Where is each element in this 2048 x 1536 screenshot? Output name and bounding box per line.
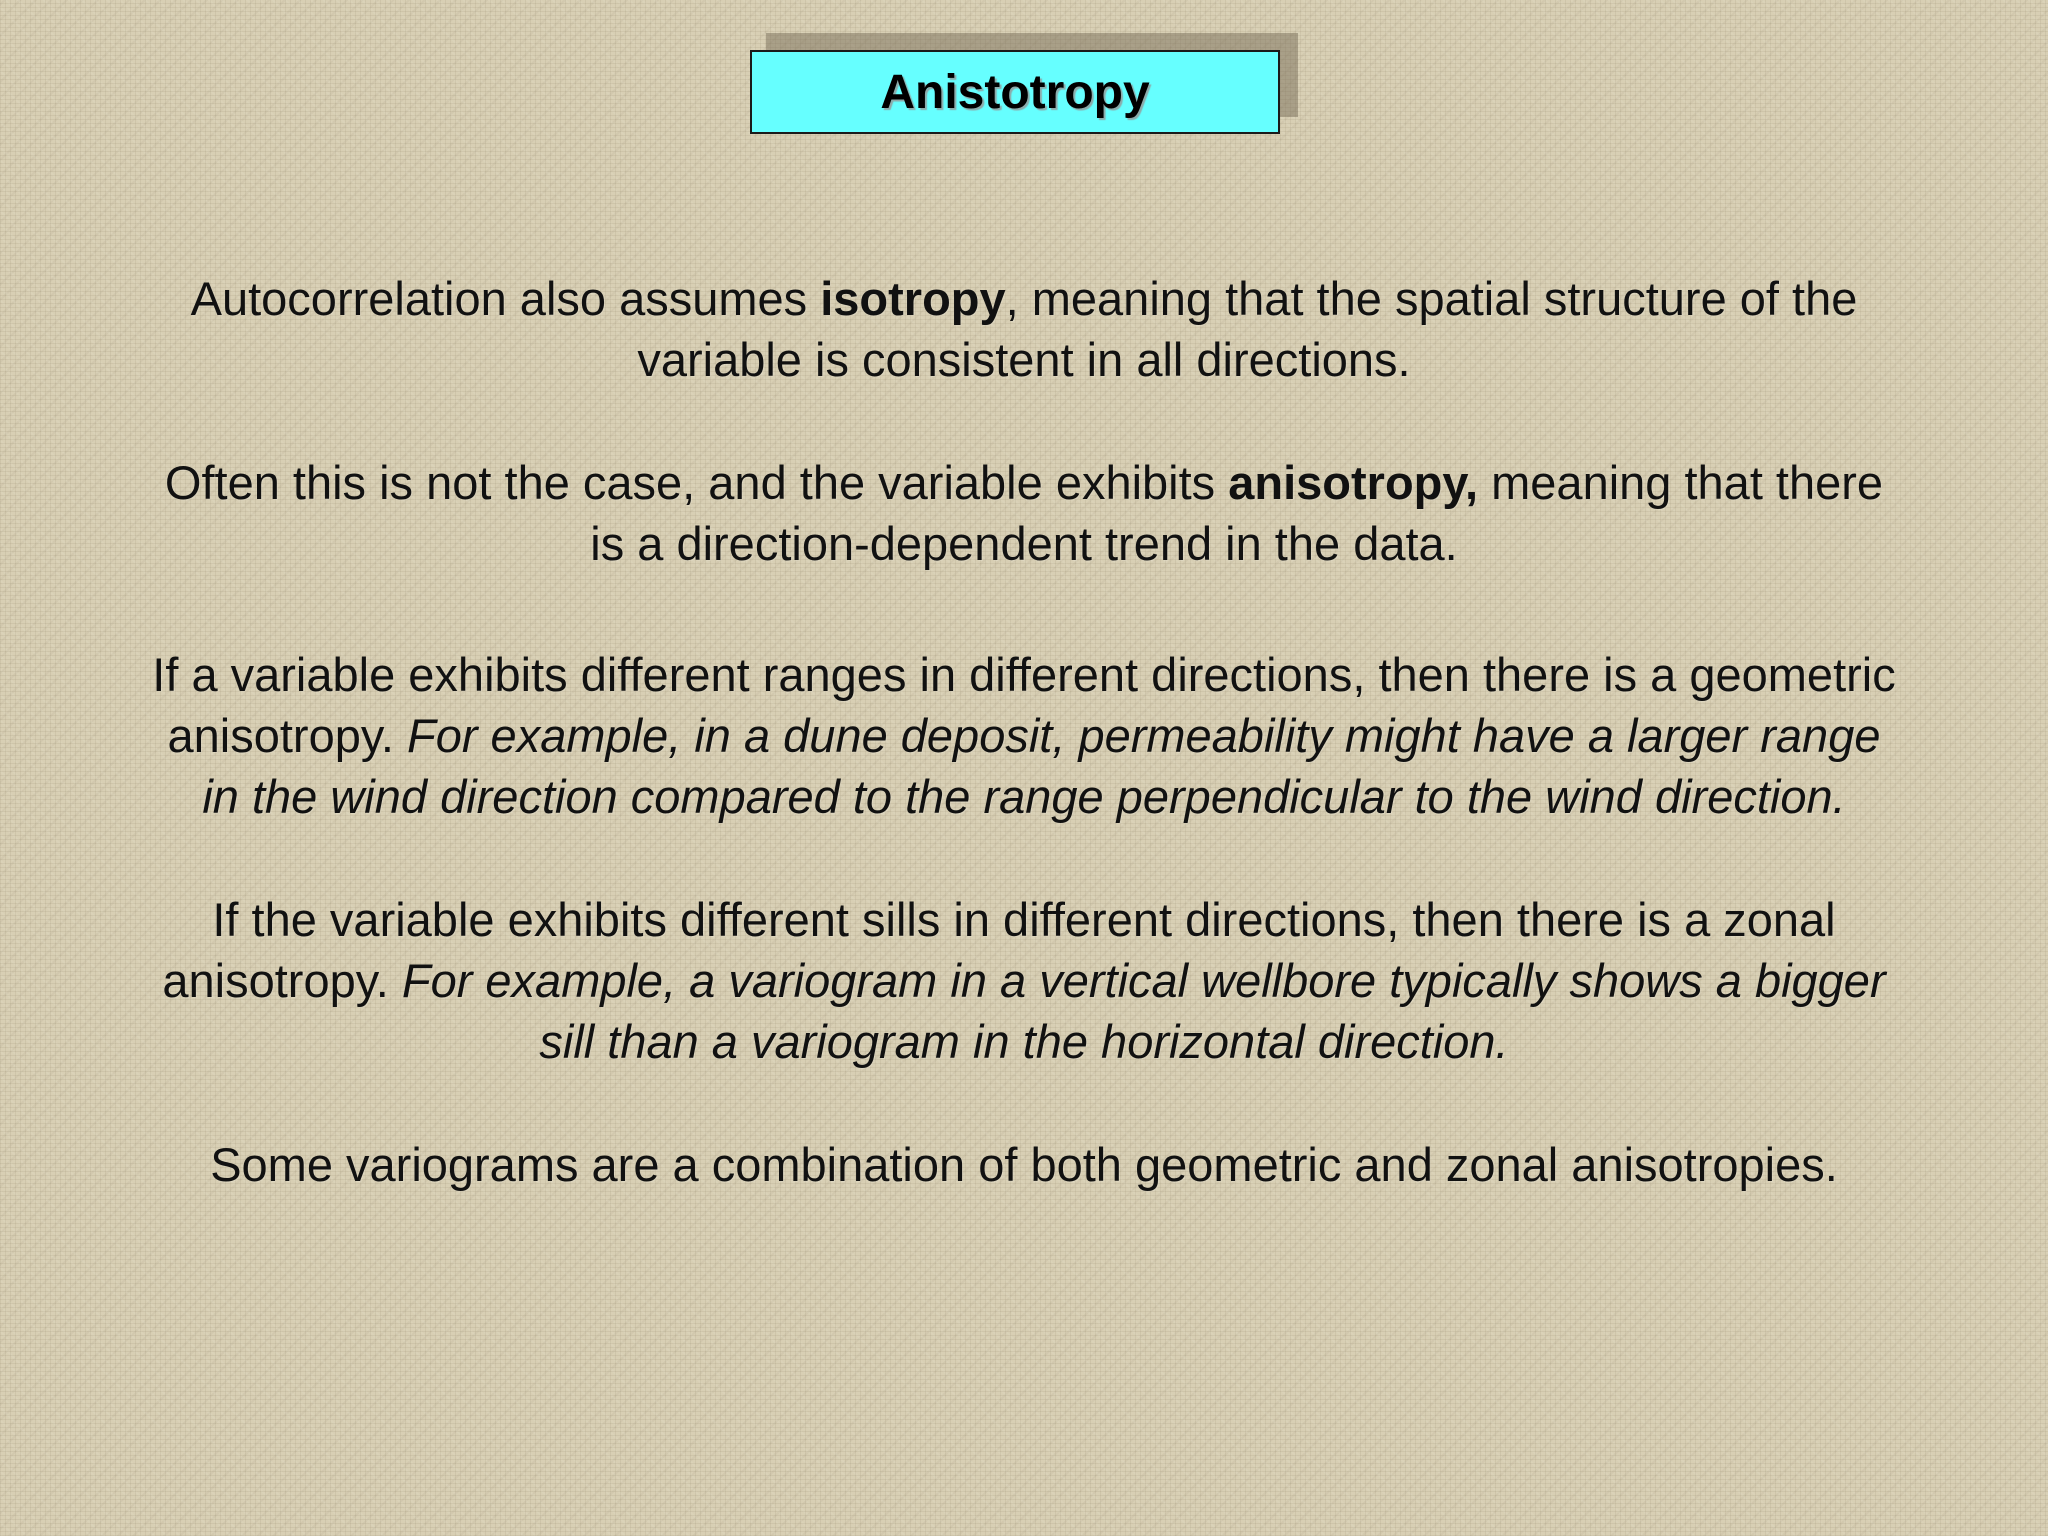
italic-example: sill than a variogram in the horizontal direction. [539,1015,1509,1068]
text-line [40,513,2008,574]
text-run: meaning that there [1478,456,1884,509]
text-line [40,452,2008,513]
paragraph-anisotropy [40,452,2008,574]
text-line [40,329,2008,390]
text-run: anisotropy. [167,709,407,762]
text-run: Some variograms are a combination of both geometric and zonal anisotropies. [210,1138,1838,1191]
text-run: is a direction-dependent trend in the data. [590,517,1458,570]
title-box [750,50,1280,134]
italic-example: For example, in a dune deposit, permeability might have a larger range [407,709,1881,762]
text-line [40,268,2008,329]
paragraph-geometric-anisotropy [40,644,2008,827]
paragraph-isotropy [40,268,2008,390]
text-line [40,889,2008,950]
text-line [40,950,2008,1011]
text-run: , meaning that the spatial structure of the [1005,272,1858,325]
text-run: If a variable exhibits different ranges in different directions, then there is a geometric [152,648,1896,701]
paragraph-combination [40,1134,2008,1195]
text-run: Often this is not the case, and the variable exhibits [164,456,1229,509]
slide-title: Anistotropy [880,65,1150,119]
text-line [40,766,2008,827]
italic-example: For example, a variogram in a vertical wellbore typically shows a bigger [401,954,1886,1007]
italic-example: in the wind direction compared to the range perpendicular to the wind direction. [202,770,1846,823]
bold-term-anisotropy: anisotropy, [1228,456,1479,509]
text-line [40,705,2008,766]
text-line [40,1011,2008,1072]
text-line [40,1134,2008,1195]
text-run: If the variable exhibits different sills in different directions, then there is a zonal [212,893,1836,946]
text-run: variable is consistent in all directions. [637,333,1411,386]
text-run: anisotropy. [162,954,402,1007]
bold-term-isotropy: isotropy [820,272,1006,325]
text-run: Autocorrelation also assumes [190,272,821,325]
paragraph-zonal-anisotropy [40,889,2008,1072]
text-line [40,644,2008,705]
